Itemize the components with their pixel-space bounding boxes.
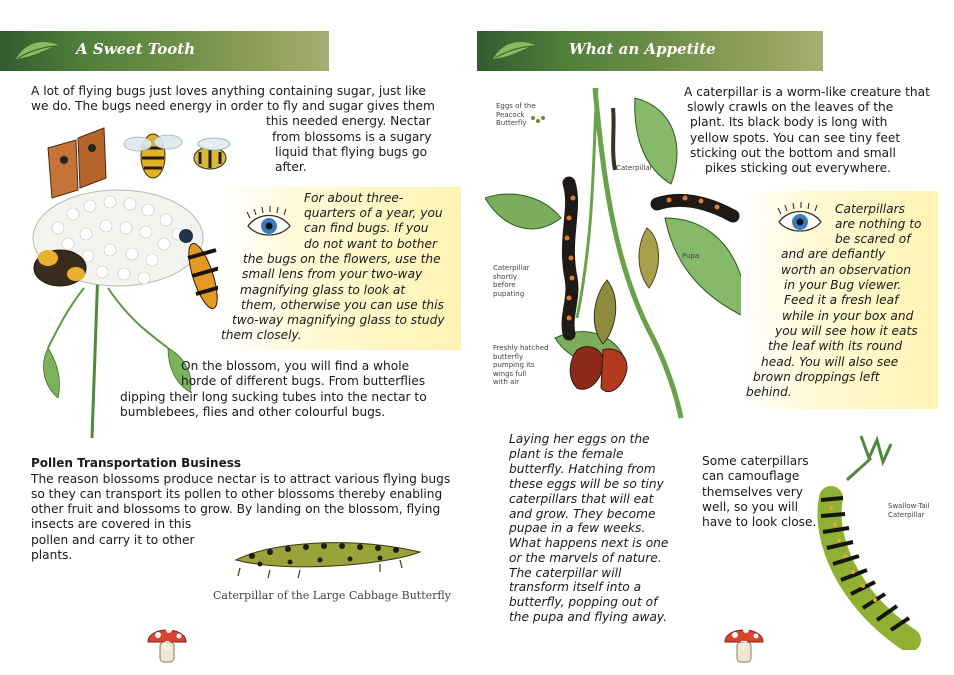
pollen-text: so they can transport its pollen to other blossoms thereby enabling <box>31 487 443 501</box>
pollen-text: insects are covered in this <box>31 517 192 531</box>
tip-text: them closely. <box>221 328 302 342</box>
pollen-text: pollen and carry it to other <box>31 533 195 547</box>
tip-text: two-way magnifying glass to study <box>232 313 445 327</box>
blossom-text: bumblebees, flies and other colourful bugs. <box>120 405 386 419</box>
label-line: Caterpillar <box>888 510 925 519</box>
lifecycle-text: plant is the female <box>509 447 624 461</box>
intro-line: A lot of flying bugs just loves anything containing sugar, just like <box>31 84 426 98</box>
camouflage-text: have to look close. <box>702 515 817 529</box>
camouflage-text: well, so you will <box>702 500 799 514</box>
lifecycle-text: these eggs will be so tiny <box>509 477 664 491</box>
tip-text: brown droppings left <box>753 370 880 384</box>
blossom-text: horde of different bugs. From butterflies <box>181 374 426 388</box>
tip-text: you will see how it eats <box>775 324 918 338</box>
tip-text: are nothing to <box>835 217 922 231</box>
tip-text: be scared of <box>835 232 911 246</box>
swallowtail-caterpillar-illustration <box>817 428 929 650</box>
tip-text: while in your box and <box>782 309 914 323</box>
label-caterpillar: Caterpillar <box>616 164 653 172</box>
lifecycle-text: pupae in a few weeks. <box>509 521 646 535</box>
section-title: What an Appetite <box>569 40 716 58</box>
tip-text: Feed it a fresh leaf <box>784 293 899 307</box>
label-freshly-hatched <box>493 344 548 387</box>
label-line: butterfly <box>493 352 524 361</box>
lifecycle-text: or the marvels of nature. <box>509 551 662 565</box>
intro-line: slowly crawls on the leaves of the <box>687 100 894 114</box>
image-caption: Caterpillar of the Large Cabbage Butterfly <box>213 589 451 602</box>
lifecycle-text: The caterpillar will <box>509 566 622 580</box>
tip-text: Caterpillars <box>835 202 905 216</box>
label-line: wings full <box>493 369 527 378</box>
label-line: with air <box>493 378 520 386</box>
intro-line: yellow spots. You can see tiny feet <box>690 131 901 145</box>
tip-text: For about three- <box>304 191 404 205</box>
lifecycle-text: transform itself into a <box>509 580 642 594</box>
intro-line: after. <box>275 160 307 174</box>
tip-text: can find bugs. If you <box>304 221 429 235</box>
tip-text: head. You will also see <box>761 355 899 369</box>
intro-line: from blossoms is a sugary <box>272 130 432 144</box>
label-line: Butterfly <box>496 119 527 127</box>
lifecycle-text: the pupa and flying away. <box>509 610 668 624</box>
eye-icon <box>244 206 294 242</box>
tip-text: do not want to bother <box>304 237 438 251</box>
lifecycle-text: Laying her eggs on the <box>509 432 650 446</box>
label-line: Swallow-Tail <box>888 502 930 510</box>
page-number-text: 7 <box>740 639 748 653</box>
tip-text: magnifying glass to look at <box>240 283 406 297</box>
tip-text: the bugs on the flowers, use the <box>243 252 441 266</box>
label-before-pupating <box>493 264 530 298</box>
intro-line: sticking out the bottom and small <box>690 146 896 160</box>
pollen-text: The reason blossoms produce nectar is to attract various flying bugs <box>31 472 451 486</box>
tip-text: behind. <box>746 385 792 399</box>
pollen-text: other fruit and blossoms to grow. By landing on the blossom, flying <box>31 502 441 516</box>
camouflage-text: Some caterpillars <box>702 454 809 468</box>
leaf-icon <box>14 37 60 65</box>
tip-text: small lens from your two-way <box>242 267 423 281</box>
label-line: Caterpillar <box>493 264 530 272</box>
camouflage-text: themselves very <box>702 485 803 499</box>
eye-icon <box>775 202 825 238</box>
lifecycle-text: caterpillars that will eat <box>509 492 654 506</box>
label-line: shortly <box>493 272 518 281</box>
section-heading: Pollen Transportation Business <box>31 456 242 470</box>
tip-text: the leaf with its round <box>768 339 903 353</box>
pollen-text: plants. <box>31 548 73 562</box>
tip-text: them, otherwise you can use this <box>241 298 444 312</box>
label-pupa: Pupa <box>682 252 700 260</box>
label-line: before <box>493 281 516 289</box>
intro-line: A caterpillar is a worm-like creature that <box>684 85 930 99</box>
lifecycle-text: What happens next is one <box>509 536 669 550</box>
tip-text: in your Bug viewer. <box>784 278 902 292</box>
page-number <box>142 616 192 666</box>
label-line: pumping its <box>493 361 535 369</box>
lifecycle-text: and grow. They become <box>509 507 656 521</box>
label-swallowtail <box>888 502 930 519</box>
label-line: pupating <box>493 289 525 298</box>
section-title: A Sweet Tooth <box>76 40 196 58</box>
right-page <box>477 0 954 675</box>
lifecycle-text: butterfly, popping out of <box>509 595 658 609</box>
page-number <box>719 616 769 666</box>
label-eggs <box>496 102 536 128</box>
section-banner <box>477 31 823 71</box>
tip-text: and are defiantly <box>781 247 886 261</box>
section-banner <box>0 31 329 71</box>
intro-line: this needed energy. Nectar <box>266 114 431 128</box>
label-line: Peacock <box>496 110 525 119</box>
blossom-text: On the blossom, you will find a whole <box>181 359 410 373</box>
blossom-text: dipping their long sucking tubes into the nectar to <box>120 390 427 404</box>
camouflage-text: can camouflage <box>702 469 800 483</box>
page-number-text: 6 <box>163 639 171 653</box>
intro-line: liquid that flying bugs go <box>275 145 428 159</box>
intro-line: plant. Its black body is long with <box>690 115 888 129</box>
label-line: Eggs of the <box>496 102 536 110</box>
tip-text: worth an observation <box>781 263 911 277</box>
leaf-icon <box>491 37 537 65</box>
cabbage-caterpillar-illustration <box>230 530 426 582</box>
lifecycle-text: butterfly. Hatching from <box>509 462 656 476</box>
tip-text: quarters of a year, you <box>304 206 443 220</box>
intro-line: pikes sticking out everywhere. <box>705 161 892 175</box>
label-line: Freshly hatched <box>493 344 549 352</box>
intro-line: we do. The bugs need energy in order to fly and sugar gives them <box>31 99 435 113</box>
